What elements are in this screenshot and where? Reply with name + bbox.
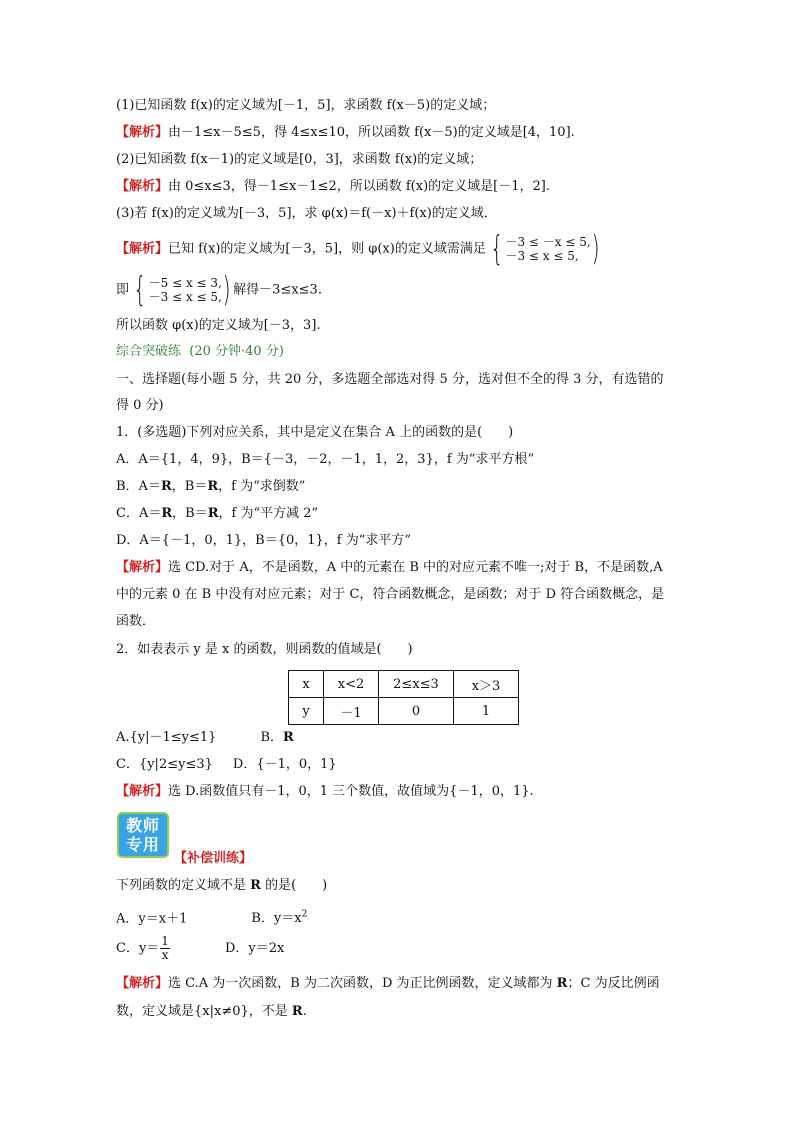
question-intro-line-1: 一、选择题(每小题 5 分，共 20 分，多选题全部选对得 5 分，选对但不全的得 3 分，有选错的 [116,372,664,387]
question-2-options-cd [116,756,337,774]
problem-3: (3)若 f(x)的定义域为[－3，5]，求 φ(x)＝f(－x)＋f(x)的定义域． [116,206,497,221]
question-2-option-c: C．{y|2≤y≤3} [116,757,213,772]
option-text: B． [260,730,284,745]
answer-supplementary-line-1 [116,975,660,993]
table-cell: y [289,698,324,725]
answer-1 [116,124,575,142]
question-2-option-a: A.{y|－1≤y≤1} [116,730,217,745]
table-cell: －1 [324,698,379,725]
supplementary-options-ab [116,906,307,928]
table-cell: 2≤x≤3 [379,671,454,698]
option-text: ，f 为“求倒数” [218,479,306,494]
answer-supplementary-line-2 [116,1003,307,1021]
option-text: C．y＝ [116,941,160,956]
answer-3-prefix: 即 [116,282,130,298]
answer-3 [116,229,602,269]
badge-line-1: 教师 [125,816,160,835]
analysis-tag: 【解析】 [116,241,169,257]
supplementary-option-a: A．y＝x＋1 [116,911,188,927]
answer-2 [116,178,550,196]
system-row-1: －5 ≤ x ≤ 3, [148,276,222,290]
inequality-system [486,229,602,269]
answer-q1-line-1 [116,559,663,577]
supplementary-question [116,877,327,895]
section-title [116,343,284,361]
option-text: ，B＝ [172,506,208,521]
real-set-symbol: R [207,479,219,494]
question-2: 2．如表表示 y 是 x 的函数，则函数的值域是( ) [116,642,413,657]
analysis-tag: 【解析】 [116,784,169,799]
analysis-tag: 【解析】 [116,125,169,140]
badge-line-2: 专用 [125,835,160,854]
table-cell: 0 [379,698,454,725]
supplementary-option-b [251,911,307,926]
system-row-2: －3 ≤ x ≤ 5, [148,290,222,304]
left-brace: { [133,270,147,310]
question-1-option-c [116,505,318,523]
answer-text: . [302,1004,307,1019]
real-set-symbol: R [207,506,219,521]
question-text: 的是( ) [260,878,328,893]
supplementary-options-cd [116,934,284,964]
option-text: ，f 为“平方减 2” [218,506,319,521]
question-intro-line-2: 得 0 分) [116,398,164,413]
supplementary-training-title: 【补偿训练】 [174,851,253,866]
question-1-option-d: D．A＝{－1，0，1}，B＝{0，1}，f 为“求平方” [116,533,412,548]
answer-3-continued [116,270,322,310]
real-set-symbol: R [250,878,261,893]
question-2-option-b [260,730,293,745]
right-paren: ) [591,229,600,269]
supplementary-option-c [116,934,171,962]
answer-3-solution: 解得－3≤x≤3. [233,282,322,298]
table-row [289,698,519,725]
question-1-option-b [116,478,305,496]
answer-q1-line-2: 中的元素 0 在 B 中没有对应元素；对于 C，符合函数概念，是函数；对于 D 符合函数概念，是 [116,587,665,602]
table-cell: x＞3 [454,671,519,698]
table-row [289,671,519,698]
teacher-only-badge [117,812,169,858]
table-cell: x<2 [324,671,379,698]
answer-text: ；C 为反比例函 [567,976,660,991]
system-row-1: －3 ≤ －x ≤ 5, [505,235,591,249]
real-set-symbol: R [283,730,294,745]
problem-1: (1)已知函数 f(x)的定义域为[－1，5]，求函数 f(x－5)的定义域； [116,98,496,113]
table-cell: 1 [454,698,519,725]
fraction [160,935,170,962]
answer-q1-line-3: 函数． [116,614,156,629]
question-1: 1．(多选题)下列对应关系，其中是定义在集合 A 上的函数的是( ) [116,425,514,440]
real-set-symbol: R [291,1004,303,1019]
answer-3-text: 已知 f(x)的定义域为[－3，5]，则 φ(x)的定义域需满足 [168,241,486,257]
answer-3-conclusion: 所以函数 φ(x)的定义域为[－3，3]. [116,318,321,333]
answer-q1-text: 选 CD.对于 A，不是函数，A 中的元素在 B 中的对应元素不唯一;对于 B，不是函数,A [168,560,663,575]
answer-q2 [116,783,534,801]
section-time: (20 分钟·40 分) [189,344,284,359]
real-set-symbol: R [160,479,172,494]
answer-q2-text: 选 D.函数值只有－1，0，1 三个数值，故值域为{－1，0，1}. [168,784,534,799]
option-text: ，B＝ [171,479,208,494]
table-cell: x [289,671,324,698]
section-title-text: 综合突破练 [116,344,182,359]
analysis-tag: 【解析】 [116,560,169,575]
real-set-symbol: R [556,976,568,991]
option-text: C．A＝ [116,506,162,521]
answer-text: 选 C.A 为一次函数，B 为二次函数，D 为正比例函数，定义域都为 [168,976,557,991]
supplementary-option-d: D．y＝2x [224,941,285,956]
answer-1-text: 由－1≤x－5≤5，得 4≤x≤10，所以函数 f(x－5)的定义域是[4，10]. [168,125,575,140]
real-set-symbol: R [161,506,173,521]
left-brace: { [490,229,504,269]
system-row-2: －3 ≤ x ≤ 5, [505,249,579,263]
right-paren: ) [222,270,231,310]
fraction-denominator: x [161,948,169,962]
question-2-options-ab [116,729,294,747]
exponent: 2 [301,910,308,920]
fraction-numerator: 1 [161,934,169,948]
answer-2-text: 由 0≤x≤3，得－1≤x－1≤2，所以函数 f(x)的定义域是[－1，2]. [168,179,550,194]
option-text: B．y＝x [251,911,302,927]
answer-text: 数，定义域是{x|x≠0}，不是 [116,1004,292,1019]
question-1-option-a: A．A＝{1，4，9}，B＝{－3，－2，－1，1，2，3}，f 为“求平方根” [116,452,535,467]
question-2-option-d: D．{－1，0，1} [232,757,337,772]
option-text: B．A＝ [116,479,161,494]
question-text: 下列函数的定义域不是 [116,878,251,893]
analysis-tag: 【解析】 [116,179,169,194]
inequality-system [129,270,233,310]
function-value-table [288,670,519,725]
problem-2: (2)已知函数 f(x－1)的定义域是[0，3]，求函数 f(x)的定义域； [116,152,483,167]
analysis-tag: 【解析】 [116,976,169,991]
